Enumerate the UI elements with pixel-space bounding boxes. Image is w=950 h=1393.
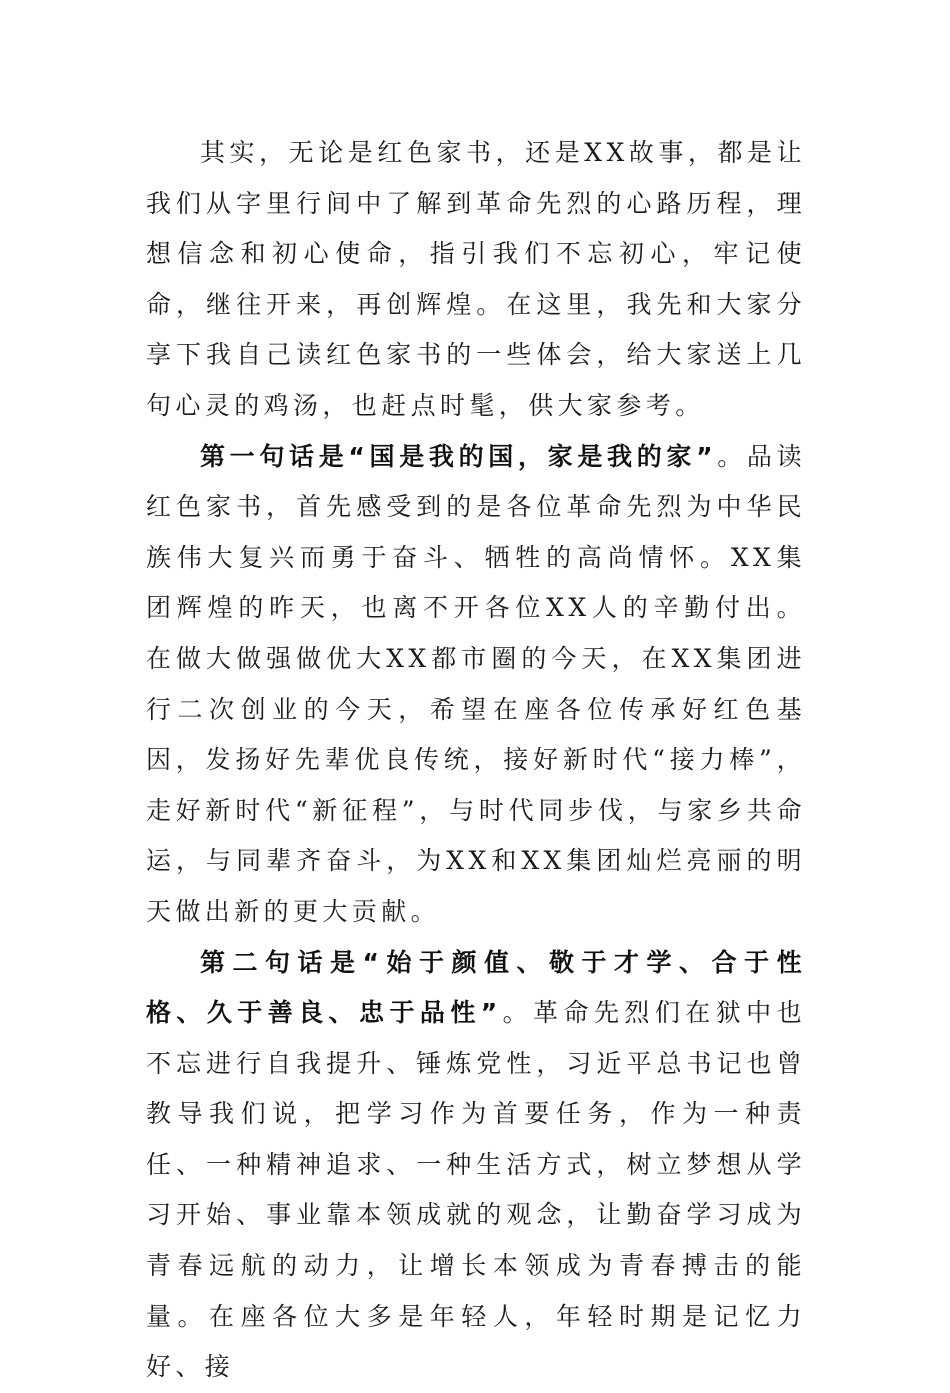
- paragraph-first-saying: [146, 432, 806, 938]
- second-saying-heading: 第二句话是“始于颜值、敬于才学、合于性格、久于善良、忠于品性”: [146, 947, 806, 1028]
- paragraph-second-saying: [146, 938, 806, 1393]
- first-saying-heading: 第一句话是“国是我的国，家是我的家”: [200, 441, 717, 471]
- first-saying-text: 。品读红色家书，首先感受到的是各位革命先烈为中华民族伟大复兴而勇于奋斗、牺牲的高尚情怀。XX集团辉煌的昨天，也离不开各位XX人的辛勤付出。在做大做强做优大XX都市圈的今天，在XX集团进行二次创业的今天，希望在座各位传承好红色基因，发扬好先辈优良传统，接好新时代“接力棒”，走好新时代“新征程”，与时代同步伐，与家乡共命运，与同辈齐奋斗，为XX和XX集团灿烂亮丽的明天做出新的更大贡献。: [146, 441, 806, 926]
- paragraph-intro-text: 其实，无论是红色家书，还是XX故事，都是让我们从字里行间中了解到革命先烈的心路历程，理想信念和初心使命，指引我们不忘初心，牢记使命，继往开来，再创辉煌。在这里，我先和大家分享下我自己读红色家书的一些体会，给大家送上几句心灵的鸡汤，也赶点时髦，供大家参考。: [146, 138, 806, 420]
- document-body: [146, 128, 806, 1393]
- second-saying-text: 。革命先烈们在狱中也不忘进行自我提升、锤炼党性，习近平总书记也曾教导我们说，把学习作为首要任务，作为一种责任、一种精神追求、一种生活方式，树立梦想从学习开始、事业靠本领成就的观念，让勤奋学习成为青春远航的动力，让增长本领成为青春搏击的能量。在座各位大多是年轻人，年轻时期是记忆力好、接: [146, 998, 806, 1382]
- paragraph-intro: [146, 128, 806, 432]
